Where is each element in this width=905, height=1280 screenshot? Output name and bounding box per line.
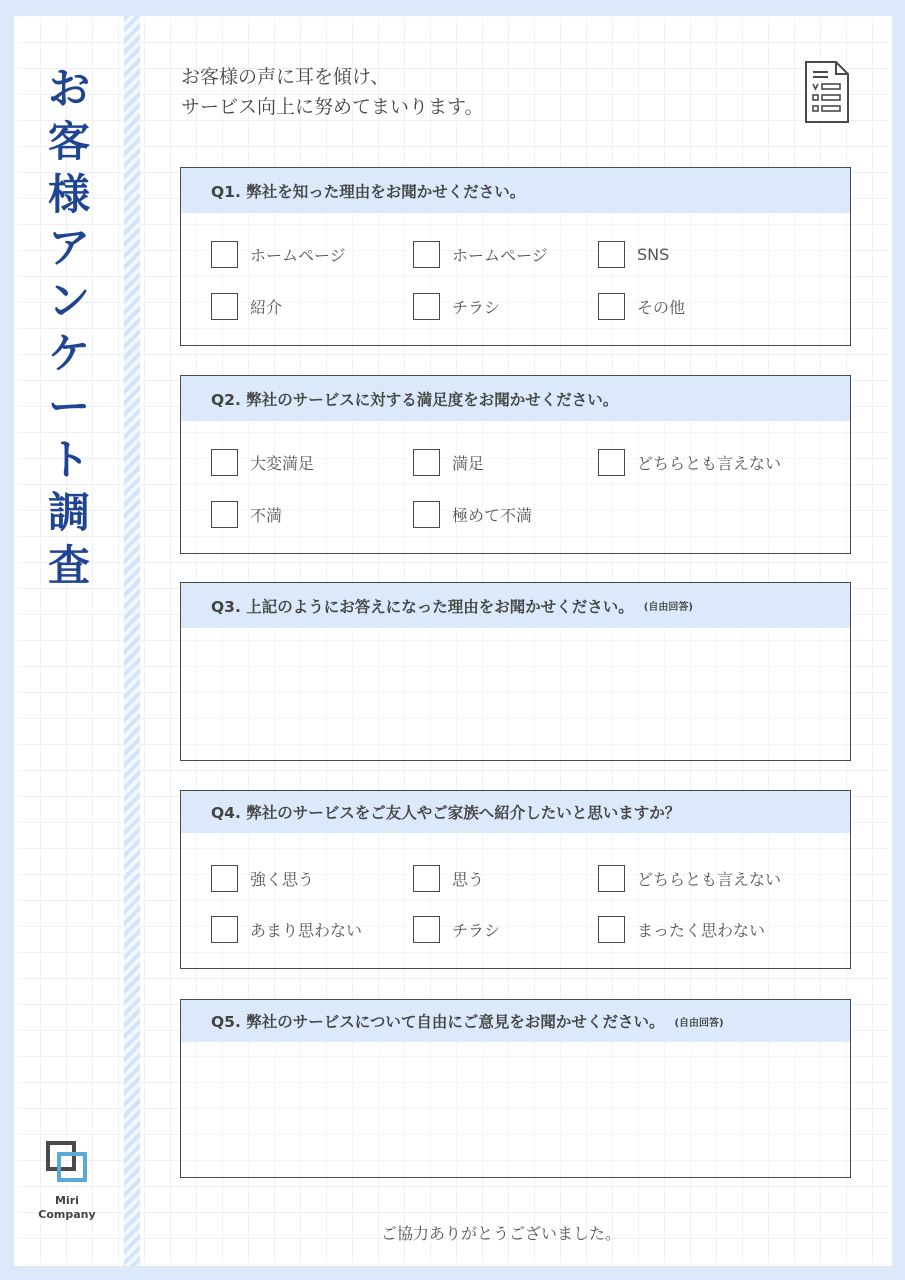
option-homepage[interactable] — [211, 241, 346, 268]
question-3 — [180, 582, 851, 761]
question-label: Q4. 弊社のサービスをご友人やご家族へ紹介したいと思いますか？ — [211, 804, 681, 822]
option-disagree[interactable] — [211, 916, 362, 943]
option-homepage-2[interactable] — [413, 241, 548, 268]
page-title — [38, 62, 100, 592]
free-answer-area[interactable] — [181, 628, 850, 760]
free-answer-note: (自由回答) — [674, 1017, 724, 1029]
option-very-dissatisfied[interactable] — [413, 501, 532, 528]
option-label: 不満 — [250, 506, 283, 525]
checkbox[interactable] — [211, 241, 238, 268]
option-label: その他 — [637, 298, 686, 317]
option-sns[interactable] — [598, 241, 669, 268]
intro-line-2: サービス向上に努めてまいります。 — [181, 96, 484, 118]
title-char: ケ — [47, 329, 90, 378]
option-very-satisfied[interactable] — [211, 449, 314, 476]
option-label: ホームページ — [250, 246, 346, 265]
free-answer-area[interactable] — [181, 1042, 850, 1177]
company-logo — [34, 1140, 100, 1222]
question-label: Q3. 上記のようにお答えになった理由をお聞かせください。 — [211, 597, 634, 616]
checkbox[interactable] — [211, 293, 238, 320]
option-label: 思う — [452, 870, 485, 889]
option-neutral[interactable] — [598, 449, 781, 476]
option-agree[interactable] — [413, 865, 484, 892]
checkbox[interactable] — [598, 865, 625, 892]
option-strongly-disagree[interactable] — [598, 916, 765, 943]
title-char: 様 — [47, 170, 90, 219]
intro-line-1: お客様の声に耳を傾け、 — [181, 66, 390, 88]
checkbox[interactable] — [413, 916, 440, 943]
question-label: Q2. 弊社のサービスに対する満足度をお聞かせください。 — [211, 390, 619, 409]
option-neutral[interactable] — [598, 865, 781, 892]
checkbox[interactable] — [211, 501, 238, 528]
option-label: どちらとも言えない — [637, 870, 782, 889]
option-label: どちらとも言えない — [637, 454, 782, 473]
title-char: 調 — [47, 488, 90, 537]
option-label: 紹介 — [250, 298, 283, 317]
option-referral[interactable] — [211, 293, 282, 320]
question-2 — [180, 375, 851, 554]
option-label: SNS — [637, 245, 670, 264]
logo-name-line1: Miri — [55, 1194, 79, 1207]
checkbox[interactable] — [598, 293, 625, 320]
title-char: ー — [47, 382, 90, 431]
title-char: お — [47, 64, 90, 113]
option-label: まったく思わない — [637, 921, 766, 940]
logo-name-line2: Company — [38, 1208, 96, 1221]
option-label: あまり思わない — [250, 921, 363, 940]
option-flyer[interactable] — [413, 293, 500, 320]
checkbox[interactable] — [598, 916, 625, 943]
title-char: ア — [47, 223, 90, 272]
option-flyer[interactable] — [413, 916, 500, 943]
survey-document-icon — [804, 60, 850, 128]
title-char: ト — [47, 435, 90, 484]
checkbox[interactable] — [413, 241, 440, 268]
checkbox[interactable] — [598, 241, 625, 268]
checkbox[interactable] — [211, 865, 238, 892]
logo-squares-icon — [45, 1140, 89, 1184]
option-label: 極めて不満 — [452, 506, 533, 525]
option-label: 満足 — [452, 454, 485, 473]
checkbox[interactable] — [211, 916, 238, 943]
checkbox[interactable] — [413, 501, 440, 528]
option-label: チラシ — [452, 921, 501, 940]
option-other[interactable] — [598, 293, 685, 320]
option-dissatisfied[interactable] — [211, 501, 282, 528]
decorative-stripe — [124, 16, 140, 1266]
checkbox[interactable] — [211, 449, 238, 476]
question-1 — [180, 167, 851, 346]
checkbox[interactable] — [413, 449, 440, 476]
title-char: 客 — [47, 117, 90, 166]
question-5 — [180, 999, 851, 1178]
option-label: チラシ — [452, 298, 501, 317]
checkbox[interactable] — [413, 865, 440, 892]
option-strongly-agree[interactable] — [211, 865, 314, 892]
option-satisfied[interactable] — [413, 449, 484, 476]
checkbox[interactable] — [598, 449, 625, 476]
intro-text — [181, 62, 483, 122]
question-header — [181, 168, 850, 213]
question-header — [181, 583, 850, 628]
question-header — [181, 791, 850, 833]
free-answer-note: (自由回答) — [643, 602, 693, 613]
option-label: 大変満足 — [250, 454, 315, 473]
question-label: Q1. 弊社を知った理由をお聞かせください。 — [211, 182, 526, 201]
title-char: ン — [47, 276, 90, 325]
survey-page — [14, 16, 892, 1266]
question-4 — [180, 790, 851, 969]
question-label: Q5. 弊社のサービスについて自由にご意見をお聞かせください。 — [211, 1013, 665, 1031]
title-char: 査 — [47, 541, 90, 590]
option-label: ホームページ — [452, 246, 548, 265]
option-label: 強く思う — [250, 870, 315, 889]
question-header — [181, 1000, 850, 1042]
question-header — [181, 376, 850, 421]
thanks-message: ご協力ありがとうございました。 — [381, 1224, 622, 1243]
checkbox[interactable] — [413, 293, 440, 320]
